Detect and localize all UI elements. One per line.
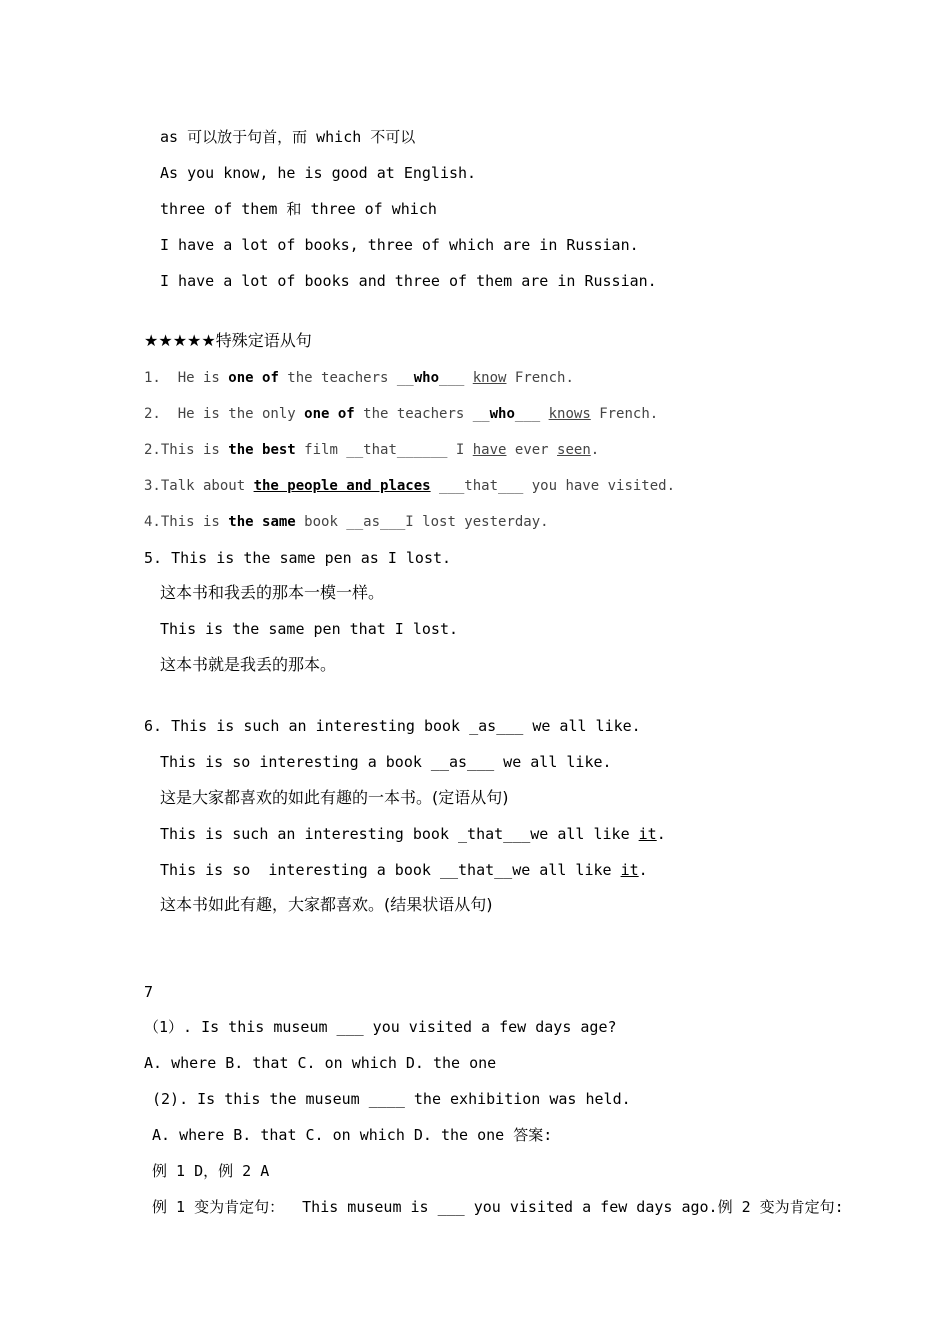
- exercise-1-part-a: 1. He is: [144, 370, 229, 386]
- question-7-part-1-options: A. where B. that C. on which D. the one: [144, 1054, 497, 1072]
- example-6-line-4-text: This is such an interesting book _that___we all like: [160, 825, 639, 843]
- example-5-line-2: 这本书和我丢的那本一模一样。: [160, 583, 385, 602]
- example-three-of-them: I have a lot of books and three of them are in Russian.: [160, 272, 657, 290]
- example-5-line-3: This is the same pen that I lost.: [160, 620, 459, 638]
- example-6-line-5-text: This is so interesting a book __that__we all like: [160, 861, 621, 879]
- exercise-2-part-g: French.: [590, 406, 659, 422]
- example-6-line-4-it: it: [638, 825, 657, 843]
- example-6-line-5: [160, 860, 648, 880]
- question-7-affirmative: 例 1 变为肯定句： This museum is ___ you visited a few days ago.例 2 变为肯定句:: [152, 1198, 844, 1216]
- exercise-1-part-g: French.: [506, 370, 574, 386]
- note-three-of-them: three of them 和 three of which: [160, 200, 437, 218]
- example-6-line-3: 这是大家都喜欢的如此有趣的一本书。(定语从句): [160, 788, 509, 807]
- exercise-1-verb: know: [472, 370, 507, 386]
- question-7-number: 7: [144, 983, 154, 1001]
- exercise-3-seen: seen: [557, 442, 591, 458]
- example-6-line-2: This is so interesting a book __as___ we all like.: [160, 753, 612, 771]
- exercise-2-answer: who: [489, 406, 515, 422]
- exercise-3-part-c: film __that______ I: [295, 442, 473, 458]
- example-as-you-know: As you know, he is good at English.: [160, 164, 477, 182]
- question-7-part-2: (2). Is this the museum ____ the exhibition was held.: [152, 1090, 631, 1108]
- example-5-line-1: 5. This is the same pen as I lost.: [144, 549, 452, 567]
- section-title: ★★★★★特殊定语从句: [144, 331, 312, 350]
- exercise-5-keyword: the same: [228, 514, 296, 530]
- exercise-3: [144, 440, 599, 460]
- exercise-5: [144, 512, 549, 532]
- example-6-line-5-it: it: [620, 861, 639, 879]
- question-7-part-1: （1）. Is this museum ___ you visited a few days age?: [144, 1018, 617, 1036]
- exercise-2-part-c: the teachers __: [354, 406, 490, 422]
- exercise-4-part-c: ___that___ you have visited.: [430, 478, 676, 494]
- question-7-answers: 例 1 D，例 2 A: [152, 1162, 270, 1180]
- exercise-4: [144, 476, 675, 496]
- exercise-3-keyword: the best: [228, 442, 296, 458]
- exercise-2-part-e: ___: [514, 406, 549, 422]
- exercise-2-part-a: 2. He is the only: [144, 406, 305, 422]
- example-6-line-1: 6. This is such an interesting book _as___ we all like.: [144, 717, 641, 735]
- exercise-3-have: have: [472, 442, 507, 458]
- exercise-4-part-a: 3.Talk about: [144, 478, 254, 494]
- exercise-3-part-e: ever: [506, 442, 558, 458]
- example-6-line-4-period: .: [656, 825, 666, 843]
- exercise-4-keyword: the people and places: [253, 478, 431, 494]
- exercise-3-part-a: 2.This is: [144, 442, 229, 458]
- exercise-3-part-g: .: [590, 442, 600, 458]
- example-6-line-4: [160, 824, 666, 844]
- exercise-2-verb: knows: [548, 406, 591, 422]
- exercise-5-part-a: 4.This is: [144, 514, 229, 530]
- exercise-2: [144, 404, 658, 424]
- example-5-line-4: 这本书就是我丢的那本。: [160, 655, 337, 674]
- exercise-5-part-c: book __as___I lost yesterday.: [295, 514, 549, 530]
- example-6-line-6: 这本书如此有趣，大家都喜欢。(结果状语从句): [160, 895, 493, 914]
- exercise-1-part-e: ___: [439, 370, 473, 386]
- example-6-line-5-period: .: [638, 861, 648, 879]
- exercise-1: [144, 368, 574, 388]
- example-three-of-which: I have a lot of books, three of which are in Russian.: [160, 236, 639, 254]
- note-as-sentence-initial: as 可以放于句首，而 which 不可以: [160, 128, 416, 146]
- question-7-part-2-options: A. where B. that C. on which D. the one 答案:: [152, 1126, 553, 1144]
- exercise-1-part-c: the teachers __: [278, 370, 414, 386]
- exercise-1-keyword: one of: [228, 370, 279, 386]
- exercise-2-keyword: one of: [304, 406, 355, 422]
- exercise-1-answer: who: [413, 370, 440, 386]
